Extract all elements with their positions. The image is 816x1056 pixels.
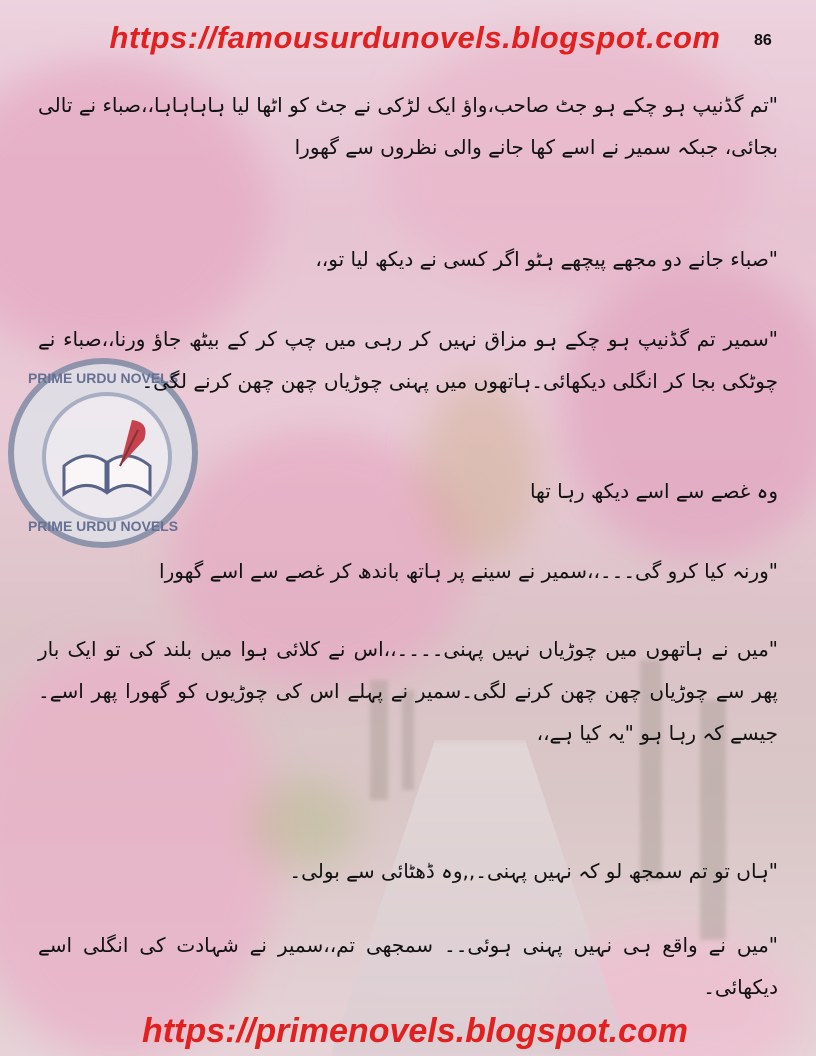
novel-paragraph-6 xyxy=(38,628,778,754)
paragraph-text: وہ غصے سے اسے دیکھ رہا تھا xyxy=(529,479,778,503)
novel-paragraph-7 xyxy=(38,850,778,892)
footer-blog-url[interactable]: https://primenovels.blogspot.com xyxy=(142,1012,688,1050)
novel-paragraph-8 xyxy=(38,924,778,1008)
novel-paragraph-1 xyxy=(38,84,778,168)
novel-paragraph-2 xyxy=(38,238,778,280)
paragraph-text: "سمیر تم گڈنیپ ہو چکے ہو مزاق نہیں کر رہی میں چپ کر کے بیٹھ جاؤ ورنا،،صباء نے چوٹکی بجا کر انگلی دیکھائی۔ہاتھوں میں پہنی چوڑیاں چھن چھن کرنے لگی۔ xyxy=(38,327,778,393)
page-number: 86 xyxy=(754,32,772,49)
header-blog-url[interactable]: https://famousurdunovels.blogspot.com xyxy=(109,20,721,55)
watermark-text-top: PRIME URDU NOVELS xyxy=(27,370,179,386)
watermark-text-bottom: PRIME URDU NOVELS xyxy=(27,518,179,534)
paragraph-text: "میں نے واقع ہی نہیں پہنی ہوئی۔۔ سمجھی تم،،سمیر نے شہادت کی انگلی اسے دیکھائی۔ xyxy=(38,933,778,999)
novel-paragraph-5 xyxy=(38,550,778,592)
novel-paragraph-3 xyxy=(38,318,778,402)
paragraph-text: "ورنہ کیا کرو گی۔۔۔،،سمیر نے سینے پر ہاتھ باندھ کر غصے سے اسے گھورا xyxy=(159,559,778,583)
paragraph-text: "میں نے ہاتھوں میں چوڑیاں نہیں پہنی۔۔۔۔،،اس نے کلائی ہوا میں بلند کی تو ایک بار پھر سے چوڑیاں چھن چھن کرنے لگی۔سمیر نے پہلے اس کی چوڑیوں کو گھورا پھر اسے۔جیسے کہ رہا ہو "یہ کیا ہے،، xyxy=(38,637,778,745)
paragraph-text: "صباء جانے دو مجھے پیچھے ہٹو اگر کسی نے دیکھ لیا تو،، xyxy=(315,247,778,271)
paragraph-text: "تم گڈنیپ ہو چکے ہو جٹ صاحب،واؤ ایک لڑکی نے جٹ کو اٹھا لیا ہاہاہاہا،،صباء نے تالی بجائی، جبکہ سمیر نے اسے کھا جانے والی نظروں سے گھورا xyxy=(38,93,778,159)
novel-paragraph-4 xyxy=(38,470,778,512)
paragraph-text: "ہاں تو تم سمجھ لو کہ نہیں پہنی۔,,وہ ڈھٹائی سے بولی۔ xyxy=(289,859,778,883)
